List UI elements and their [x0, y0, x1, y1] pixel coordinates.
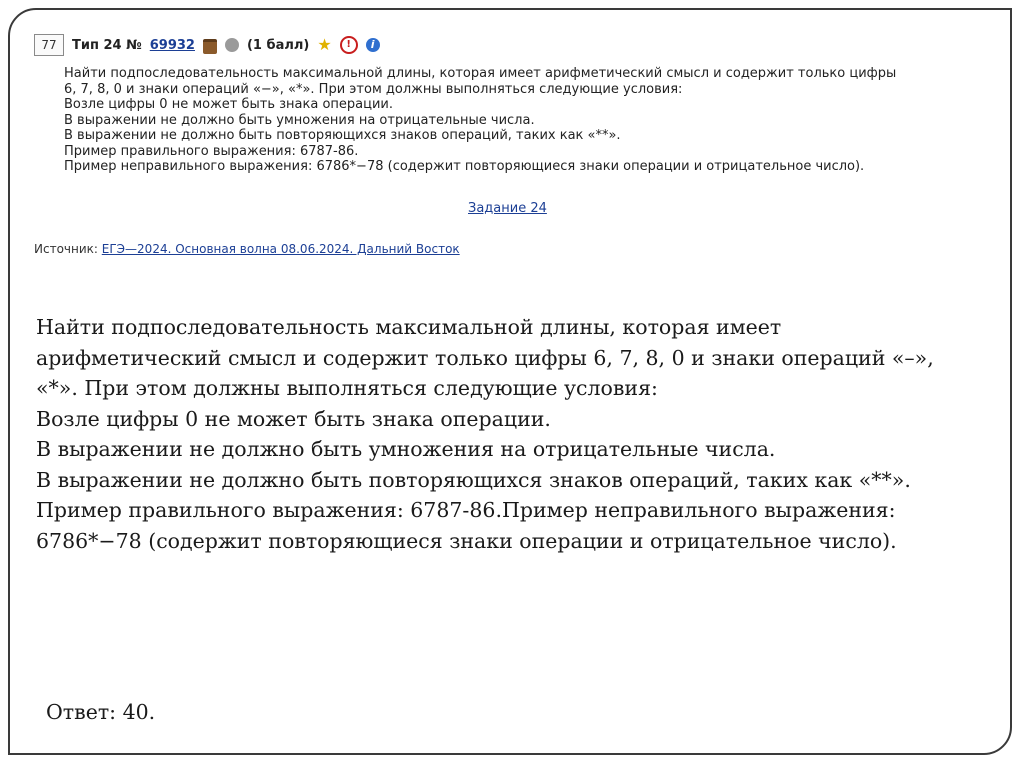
- task-number-box: 77: [34, 34, 64, 56]
- task-text-line: Возле цифры 0 не может быть знака операции.: [64, 97, 394, 112]
- main-text-line: Пример правильного выражения: 6787-86.Пример неправильного выражения:: [36, 498, 896, 522]
- task-text-line: Найти подпоследовательность максимальной длины, которая имеет арифметический смысл и содержит только цифры: [64, 66, 897, 81]
- main-text-line: Возле цифры 0 не может быть знака операции.: [36, 406, 551, 431]
- task-text-line: 6, 7, 8, 0 и знаки операций «−», «*». При этом должны выполняться следующие условия:: [64, 81, 683, 97]
- main-text-line: Найти подпоследовательность максимальной длины, которая имеет: [36, 315, 782, 339]
- warning-icon[interactable]: !: [340, 36, 358, 54]
- points-label: (1 балл): [246, 37, 310, 53]
- task-header: [34, 34, 380, 56]
- grey-dot-icon: [225, 38, 239, 52]
- main-text-line: В выражении не должно быть повторяющихся знаков операций, таких как «**».: [36, 467, 911, 492]
- briefcase-icon[interactable]: [203, 39, 217, 54]
- source-link[interactable]: ЕГЭ—2024. Основная волна 08.06.2024. Дальний Восток: [101, 242, 460, 256]
- answer-text: Ответ: 40.: [46, 700, 156, 724]
- info-icon[interactable]: i: [366, 38, 380, 52]
- star-icon[interactable]: ★: [317, 35, 332, 54]
- task-statement: [64, 66, 994, 175]
- task-24-link[interactable]: Задание 24: [468, 201, 547, 216]
- main-text-line: 6786*−78 (содержит повторяющиеся знаки операции и отрицательное число).: [36, 528, 897, 553]
- source-row: [34, 242, 460, 256]
- main-text-line: «*». При этом должны выполняться следующие условия:: [36, 376, 658, 400]
- main-text-line: В выражении не должно быть умножения на отрицательные числа.: [36, 437, 776, 461]
- source-label: Источник:: [34, 242, 98, 256]
- task-text-line: Пример правильного выражения: 6787-86.: [64, 143, 359, 159]
- task-text-line: В выражении не должно быть повторяющихся знаков операций, таких как «**».: [64, 128, 621, 143]
- task-id-link[interactable]: 69932: [149, 37, 195, 53]
- task-text-line: Пример неправильного выражения: 6786*−78 (содержит повторяющиеся знаки операции и отрицательное число).: [64, 159, 865, 174]
- task-type-label: Тип 24 №: [72, 37, 142, 53]
- slide-main-text: [36, 312, 996, 556]
- main-text-line: арифметический смысл и содержит только цифры 6, 7, 8, 0 и знаки операций «–»,: [36, 345, 934, 370]
- task-text-line: В выражении не должно быть умножения на отрицательные числа.: [64, 112, 535, 128]
- task-screenshot: [28, 30, 998, 270]
